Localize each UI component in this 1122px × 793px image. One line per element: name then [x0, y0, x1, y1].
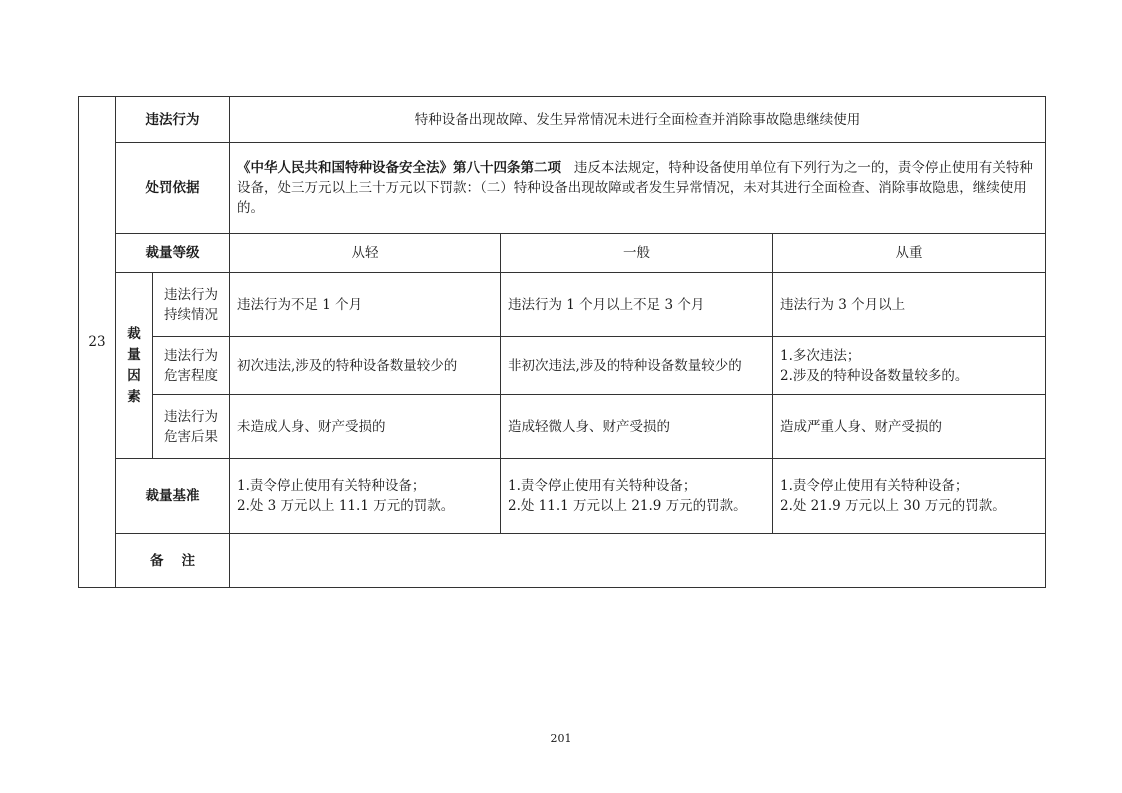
grade-normal: 一般 [501, 234, 773, 273]
row-number: 23 [79, 97, 116, 588]
penalty-basis-label: 处罚依据 [116, 143, 230, 234]
factor-value-light: 未造成人身、财产受损的 [230, 395, 501, 459]
grade-heavy: 从重 [773, 234, 1046, 273]
illegal-act-label: 违法行为 [116, 97, 230, 143]
law-reference: 《中华人民共和国特种设备安全法》第八十四条第二项 [237, 160, 561, 176]
factor-name: 违法行为 危害后果 [153, 395, 230, 459]
penalty-basis-row [79, 143, 1046, 234]
factors-label [116, 273, 153, 459]
remarks-row [79, 534, 1046, 588]
factor-value-heavy: 1.多次违法； 2.涉及的特种设备数量较多的。 [773, 337, 1046, 395]
factors-label-char: 素 [127, 388, 141, 405]
factor-value-light: 初次违法,涉及的特种设备数量较少的 [230, 337, 501, 395]
factor-value-normal: 违法行为 1 个月以上不足 3 个月 [501, 273, 773, 337]
factor-name: 违法行为 持续情况 [153, 273, 230, 337]
penalty-table [78, 96, 1046, 588]
illegal-act-row [79, 97, 1046, 143]
factor-row-duration [79, 273, 1046, 337]
benchmark-row [79, 459, 1046, 534]
penalty-basis-cell [230, 143, 1046, 234]
factor-value-normal: 非初次违法,涉及的特种设备数量较少的 [501, 337, 773, 395]
remarks-value [230, 534, 1046, 588]
factor-row-harm-consequence [79, 395, 1046, 459]
factor-value-light: 违法行为不足 1 个月 [230, 273, 501, 337]
factor-row-harm-degree [79, 337, 1046, 395]
illegal-act-value: 特种设备出现故障、发生异常情况未进行全面检查并消除事故隐患继续使用 [230, 97, 1046, 143]
benchmark-label: 裁量基准 [116, 459, 230, 534]
page-number: 201 [550, 732, 572, 745]
factor-value-heavy: 违法行为 3 个月以上 [773, 273, 1046, 337]
grade-light: 从轻 [230, 234, 501, 273]
grade-label: 裁量等级 [116, 234, 230, 273]
factor-name: 违法行为 危害程度 [153, 337, 230, 395]
factor-value-normal: 造成轻微人身、财产受损的 [501, 395, 773, 459]
factors-label-char: 裁 [127, 325, 141, 342]
penalty-basis-text: 违反本法规定，特种设备使用单位有下列行为之一的，责令停止使用有关特种设备，处三万元以上三十万元以下罚款：（二）特种设备出现故障或者发生异常情况，未对其进行全面检查、消除事故隐患，继续使用的。 [237, 160, 1033, 216]
factors-label-char: 因 [127, 367, 141, 384]
factors-label-char: 量 [127, 346, 141, 363]
benchmark-heavy: 1.责令停止使用有关特种设备； 2.处 21.9 万元以上 30 万元的罚款。 [773, 459, 1046, 534]
benchmark-light: 1.责令停止使用有关特种设备； 2.处 3 万元以上 11.1 万元的罚款。 [230, 459, 501, 534]
benchmark-normal: 1.责令停止使用有关特种设备； 2.处 11.1 万元以上 21.9 万元的罚款。 [501, 459, 773, 534]
grade-row [79, 234, 1046, 273]
remarks-label: 备注 [116, 534, 230, 588]
factor-value-heavy: 造成严重人身、财产受损的 [773, 395, 1046, 459]
